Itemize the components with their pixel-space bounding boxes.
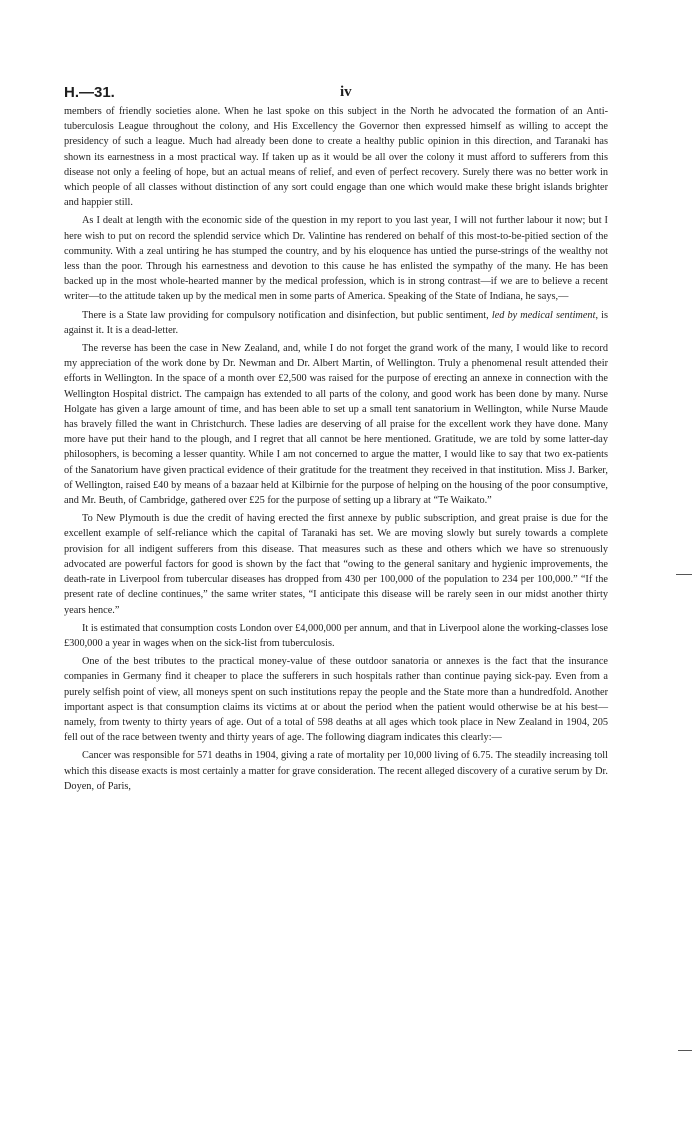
paragraph-new-zealand-workers: The reverse has been the case in New Zealand, and, while I do not forget the grand work of the many, I would like to record my appreciation of the work done by Dr. Newman and Dr. Albert Martin, of Wellington. Truly a phenomenal result attended their efforts in Wellington. In the space of a month over £2,500 was raised for the purpose of erecting an annexe in connection with the Wellington Hospital district. The campaign has extended to all parts of the colony, and good work has been done by many. Nurse Holgate has given a large amount of time, and has been able to set up a small tent sanatorium in Wellington, while Nurse Maude has bravely filled the want in Christchurch. These ladies are deserving of all praise for the excellent work they have done. Many more have put their hand to the plough, and I regret that all cannot be here mentioned. Gratitude, we are told by some latter-day philosophers, is becoming a lesser quantity. While I am not concerned to argue the matter, I would like to say that two ex-patients of the Sanatorium have given practical evidence of their gratitude for the treatment they received in that institution. Miss J. Barker, of Wellington, raised £40 by means of a bazaar held at Kilbirnie for the purpose of helping on the housing of the poor consumptive, and Mr. Beuth, of Cambridge, gathered over £25 for the purpose of setting up a library at “Te Waikato.” [64, 343, 608, 507]
paragraph-insurance-tribute: One of the best tributes to the practical money-value of these outdoor sanatoria or annexes is the fact that the insurance companies in Germany find it cheaper to place the sufferers in such hospitals rather than continue paying sick-pay. Even from a purely selfish point of view, all moneys spent on such institutions repay the people and the State more than a hundredfold. Another important aspect is that consumption claims its victims at or about the period when the patient would otherwise be at his best—namely, from twenty to thirty years of age. Out of a total of 598 deaths at all ages which took place in New Zealand in 1904, 205 fell out of the race between twenty and thirty years of age. The following diagram indicates this clearly:— [64, 656, 608, 744]
margin-mark-right-2 [678, 1050, 692, 1051]
paragraph-friendly-societies: members of friendly societies alone. When he last spoke on this subject in the North he advocated the formation of an Anti-tuberculosis League throughout the colony, and His Excellency the Governor then expressed himself as willing to accept the presidency of such a league. Much had already been done to create a healthy public opinion in this direction, and Taranaki has shown its earnestness in a most practical way. If taken up as it would be all over the colony it must afford to sufferers from this disease not only a feeling of hope, but an actual means of relief, and even of perfect recovery. Surely there was no better work in which people of all classes without distinction of any sort could engage than one which would make these bright islands brighter and happier still. [64, 106, 608, 209]
paragraph-dr-valintine: As I dealt at length with the economic side of the question in my report to you last year, I will not further labour it now; but I here wish to put on record the splendid service which Dr. Valintine has rendered on behalf of this most-to-be-pitied section of the community. With a zeal untiring he has stumped the country, and by his eloquence has untied the purse-strings of the wealthy not less than the poor. Through his earnestness and devotion to this cause he has enlisted the sympathy of the many. He has been backed up in the most whole-hearted manner by the medical profession, which is in strong contrast—if we are to believe a recent writer—to the attitude taken up by the medical men in some parts of America. Speaking of the State of Indiana, he says,— [64, 215, 608, 303]
paragraph-new-plymouth: To New Plymouth is due the credit of having erected the first annexe by public subscription, and great praise is due for the excellent example of self-reliance which the capital of Taranaki has set. We are moving slowly but surely towards a complete provision for all indigent sufferers from this disease. That measures such as these and others which we have so strenuously advocated are powerful factors for good is shown by the fact that “owing to the general sanitary and hygienic improvements, the death-rate in Liverpool from tubercular diseases has dropped from 430 per 100,000 of the population to 234 per 100,000.” “If the present rate of decline continues,” the same writer states, “I anticipate this disease will be rarely seen in our midst another thirty years hence.” [64, 513, 608, 616]
paragraph-london-cost: It is estimated that consumption costs London over £4,000,000 per annum, and that in Liverpool alone the working-classes lose £300,000 a year in wages when on the sick-list from tuberculosis. [64, 622, 608, 649]
margin-mark-right-1 [676, 574, 692, 575]
quotation-text-start: There is a State law providing for compulsory notification and disinfection, but public sentiment, [82, 309, 492, 321]
paragraph-cancer: Cancer was responsible for 571 deaths in 1904, giving a rate of mortality per 10,000 living of 6.75. The steadily increasing toll which this disease exacts is most certainly a matter for grave consideration. The recent alleged discovery of a curative serum by Dr. Doyen, of Paris, [64, 750, 608, 792]
page-number: iv [340, 84, 352, 100]
quotation-emphasis: led by medical sentiment [491, 309, 596, 321]
quotation-indiana [64, 308, 608, 338]
page-header [64, 84, 636, 106]
report-body [64, 104, 608, 794]
parliamentary-paper-reference: H.—31. [64, 84, 115, 101]
quotation-text-end: , is against it. It is a dead-letter. [64, 309, 608, 336]
